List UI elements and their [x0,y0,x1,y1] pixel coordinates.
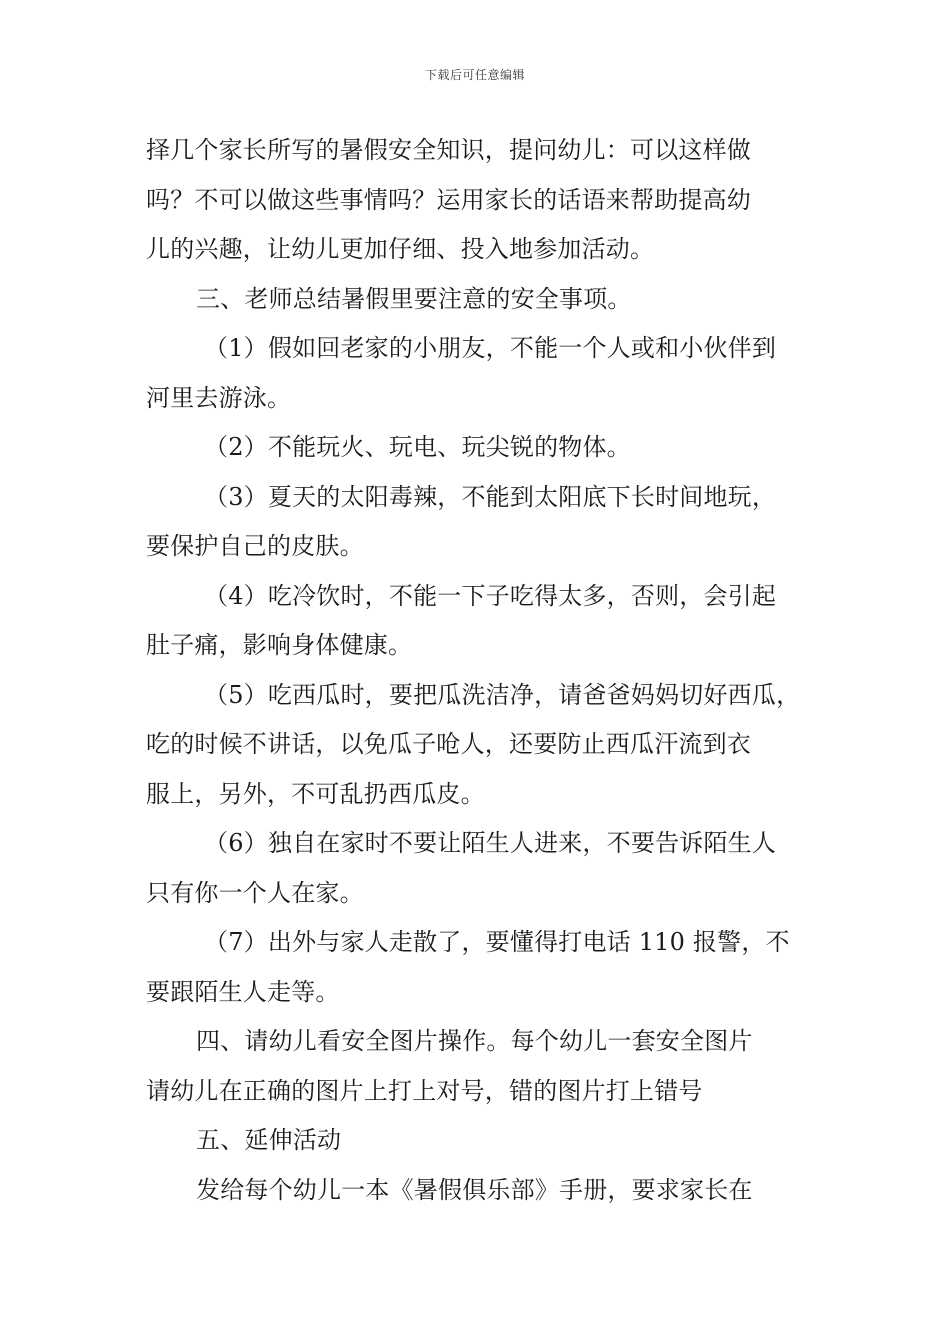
text-line: 要跟陌生人走等。 [146,977,340,1006]
text-line: 五、延伸活动 [196,1126,342,1154]
text-line: （3）夏天的太阳毒辣，不能到太阳底下长时间地玩， [204,482,777,511]
safety-item-2 [146,423,816,473]
text-line: 吃的时候不讲话，以免瓜子呛人，还要防止西瓜汗流到衣 [146,730,751,758]
safety-item-7 [146,918,816,1017]
safety-item-3 [146,473,816,572]
section-heading-3 [146,275,816,325]
paragraph-continuation [146,126,816,275]
text-line: 要保护自己的皮肤。 [146,532,364,560]
page-header: 下载后可任意编辑 [424,68,525,82]
text-line: 发给每个幼儿一本《暑假俱乐部》手册，要求家长在 [196,1175,753,1204]
text-line: 儿的兴趣，让幼儿更加仔细、投入地参加活动。 [146,235,655,263]
text-line: 三、老师总结暑假里要注意的安全事项。 [196,284,632,313]
text-line: （2）不能玩火、玩电、玩尖锐的物体。 [204,433,631,461]
section-heading-4 [146,1017,816,1116]
text-line: （5）吃西瓜时，要把瓜洗洁净，请爸爸妈妈切好西瓜， [204,680,801,709]
text-line: 四、请幼儿看安全图片操作。每个幼儿一套安全图片 [196,1027,753,1055]
text-line: 肚子痛，影响身体健康。 [146,631,413,659]
text-line: （1）假如回老家的小朋友，不能一个人或和小伙伴到 [204,334,777,362]
text-line: 吗？不可以做这些事情吗？运用家长的话语来帮助提高幼 [146,185,751,214]
document-body [146,126,816,1215]
text-line: 河里去游泳。 [146,383,292,412]
text-line: 择几个家长所写的暑假安全知识，提问幼儿：可以这样做 [146,136,751,164]
safety-item-4 [146,572,816,671]
text-line: 请幼儿在正确的图片上打上对号，错的图片打上错号 [146,1076,703,1105]
safety-item-5 [146,671,816,820]
text-line: （6）独自在家时不要让陌生人进来，不要告诉陌生人 [204,829,777,857]
text-line: （7）出外与家人走散了，要懂得打电话 110 报警，不 [204,928,790,956]
section-heading-5 [146,1116,816,1166]
safety-item-1 [146,324,816,423]
text-line: （4）吃冷饮时，不能一下子吃得太多，否则，会引起 [204,581,777,610]
text-line: 只有你一个人在家。 [146,878,364,907]
text-line: 服上，另外，不可乱扔西瓜皮。 [146,779,485,808]
paragraph-extension [146,1166,816,1216]
safety-item-6 [146,819,816,918]
